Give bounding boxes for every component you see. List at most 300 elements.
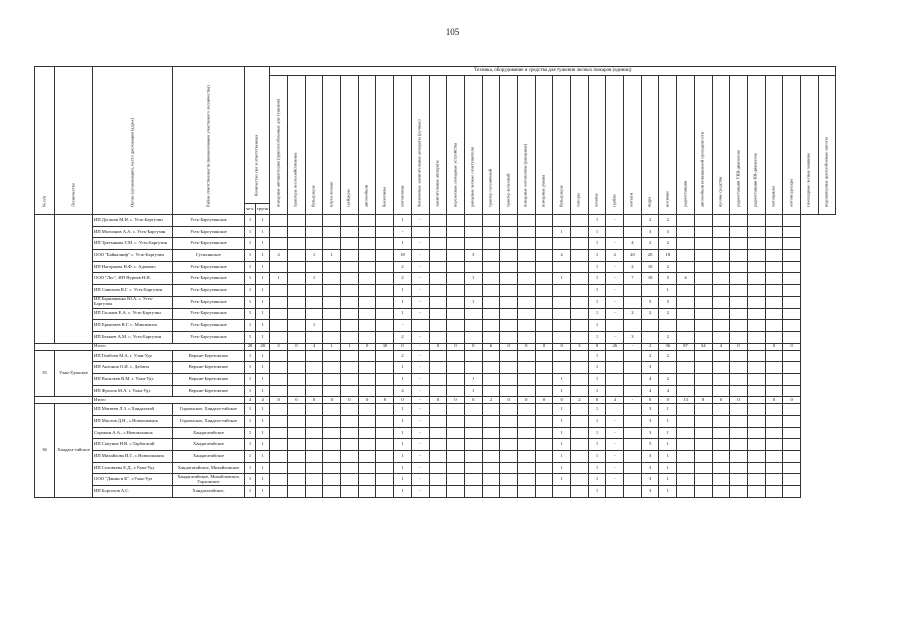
row-value: 5 <box>659 296 677 308</box>
row-value <box>712 215 730 227</box>
row-value <box>270 226 288 238</box>
total-value: 30 <box>376 343 394 350</box>
row-value <box>270 331 288 343</box>
row-value <box>677 226 695 238</box>
row-value <box>783 362 801 374</box>
row-value <box>677 250 695 262</box>
row-value <box>270 486 288 498</box>
row-value <box>376 486 394 498</box>
total-value: 0 <box>464 397 482 404</box>
row-value <box>765 331 783 343</box>
row-value <box>535 320 553 332</box>
row-value <box>553 261 571 273</box>
row-organization: ИП Нагорнова Н.Ф. с. Адамово <box>93 261 173 273</box>
row-value: 1 <box>659 451 677 463</box>
row-value: 1 <box>588 320 606 332</box>
header-equipment-1 <box>288 76 306 215</box>
row-value <box>571 451 589 463</box>
row-value <box>288 273 306 285</box>
row-organization: ИП Бекшев А.М. с. Усть-Баргузин <box>93 331 173 343</box>
total-value: 4 <box>606 397 624 404</box>
row-value <box>429 462 447 474</box>
row-area: Горхонское, Хандага-тайское <box>173 416 245 428</box>
row-value <box>288 451 306 463</box>
table-row <box>35 486 836 498</box>
row-value <box>288 427 306 439</box>
row-value <box>288 373 306 385</box>
row-value <box>376 474 394 486</box>
header-equipment-28-text: мотоциклы <box>770 186 776 208</box>
header-equipment-0-text: пожарные автоцистерны (приспособленные для тушения) <box>275 99 281 208</box>
table-row <box>35 320 836 332</box>
row-value <box>376 273 394 285</box>
total-value: 8 <box>376 397 394 404</box>
row-value <box>517 427 535 439</box>
row-value <box>323 385 341 397</box>
row-value <box>783 331 801 343</box>
row-value: - <box>411 385 429 397</box>
row-value <box>694 416 712 428</box>
row-value: 1 <box>553 462 571 474</box>
row-value <box>677 215 695 227</box>
row-value <box>712 296 730 308</box>
row-value <box>323 404 341 416</box>
row-value <box>730 250 748 262</box>
row-value <box>305 226 323 238</box>
row-value: 2 <box>394 261 412 273</box>
row-value: 1 <box>256 439 270 451</box>
row-value <box>447 474 465 486</box>
total-value: 0 <box>517 397 535 404</box>
header-equipment-24 <box>694 76 712 215</box>
row-value <box>464 462 482 474</box>
total-value: 1 <box>323 343 341 350</box>
row-value: 1 <box>256 273 270 285</box>
row-value: 1 <box>245 474 256 486</box>
row-value <box>500 350 518 362</box>
row-value: 1 <box>245 451 256 463</box>
row-value <box>323 320 341 332</box>
row-value <box>747 373 765 385</box>
row-value <box>447 427 465 439</box>
row-value <box>429 373 447 385</box>
row-value <box>641 331 659 343</box>
row-value: 4 <box>677 273 695 285</box>
row-value <box>783 250 801 262</box>
row-value <box>783 404 801 416</box>
row-value <box>571 416 589 428</box>
total-spacer <box>35 343 93 350</box>
row-value <box>624 373 642 385</box>
row-value <box>606 350 624 362</box>
row-value <box>323 308 341 320</box>
header-equipment-12 <box>482 76 500 215</box>
row-value <box>747 451 765 463</box>
row-value <box>305 462 323 474</box>
row-value <box>323 373 341 385</box>
row-value <box>730 273 748 285</box>
row-value <box>694 308 712 320</box>
row-value: 1 <box>588 215 606 227</box>
row-value <box>341 273 359 285</box>
row-value <box>500 296 518 308</box>
total-value: 4 <box>245 397 256 404</box>
row-value <box>517 226 535 238</box>
row-value <box>747 331 765 343</box>
row-value <box>535 373 553 385</box>
row-value: 1 <box>245 320 256 332</box>
row-value <box>447 373 465 385</box>
row-value <box>765 373 783 385</box>
row-value: 1 <box>553 451 571 463</box>
row-value <box>270 373 288 385</box>
total-value: 1 <box>341 343 359 350</box>
row-value: 1 <box>256 226 270 238</box>
row-area: Верхне-Березовское <box>173 362 245 374</box>
row-value <box>270 416 288 428</box>
row-value <box>500 250 518 262</box>
row-value <box>571 238 589 250</box>
row-value: 1 <box>245 215 256 227</box>
row-value <box>429 261 447 273</box>
row-value <box>464 350 482 362</box>
row-value <box>517 462 535 474</box>
total-value: 4 <box>305 343 323 350</box>
row-area: Верхне-Березовское <box>173 350 245 362</box>
row-area: Верхне-Березовское <box>173 373 245 385</box>
row-value: 2 <box>394 350 412 362</box>
row-value <box>517 474 535 486</box>
row-value: 1 <box>256 462 270 474</box>
row-value: 1 <box>553 416 571 428</box>
row-organization: ИП Маслов Д.Н., с.Новоильинск <box>93 416 173 428</box>
row-value <box>500 404 518 416</box>
row-value <box>376 226 394 238</box>
row-value <box>288 250 306 262</box>
header-equipment-23 <box>677 76 695 215</box>
row-value: 4 <box>641 373 659 385</box>
row-value <box>341 320 359 332</box>
row-value: - <box>411 261 429 273</box>
row-value: - <box>606 331 624 343</box>
row-value <box>535 226 553 238</box>
header-equipment-18-text: лопаты <box>593 193 599 208</box>
row-value <box>535 350 553 362</box>
row-value: 20 <box>624 250 642 262</box>
row-value <box>624 416 642 428</box>
row-area: Усть-Баргузинское <box>173 261 245 273</box>
total-value: 0 <box>358 343 376 350</box>
row-value: - <box>411 362 429 374</box>
table-row <box>35 462 836 474</box>
row-value: 1 <box>464 273 482 285</box>
total-value: 0 <box>730 343 748 350</box>
row-value <box>270 427 288 439</box>
row-value <box>323 331 341 343</box>
row-value <box>376 296 394 308</box>
total-value: 0 <box>641 397 659 404</box>
row-value: 1 <box>588 285 606 297</box>
header-people <box>245 67 270 204</box>
row-value <box>765 308 783 320</box>
row-value <box>712 427 730 439</box>
row-value <box>783 285 801 297</box>
row-organization: ИП Матвеев Л.З. с.Хандагатай <box>93 404 173 416</box>
row-value <box>323 261 341 273</box>
row-value <box>270 238 288 250</box>
table-row <box>35 250 836 262</box>
row-value: 18 <box>659 250 677 262</box>
total-value: 0 <box>429 397 447 404</box>
row-value <box>765 273 783 285</box>
row-value <box>624 427 642 439</box>
row-value <box>765 238 783 250</box>
section-district: Улан-Удэнское <box>55 350 93 397</box>
row-area: Усть-Баргузинское <box>173 273 245 285</box>
row-value: 1 <box>588 362 606 374</box>
row-value <box>482 331 500 343</box>
row-value <box>482 320 500 332</box>
row-value <box>482 261 500 273</box>
row-value <box>305 296 323 308</box>
row-value <box>341 462 359 474</box>
total-value: - <box>624 343 642 350</box>
row-value: 1 <box>464 385 482 397</box>
section-district: Хандага-тайское <box>55 404 93 498</box>
row-value <box>677 474 695 486</box>
row-value <box>411 226 429 238</box>
row-value: 3 <box>641 427 659 439</box>
header-equipment-7 <box>394 76 412 215</box>
row-value <box>305 385 323 397</box>
header-number-text: № п/п <box>41 196 47 208</box>
row-value <box>429 486 447 498</box>
header-equipment-6-text: бензопилы <box>381 187 387 208</box>
row-value <box>500 462 518 474</box>
row-value <box>429 296 447 308</box>
total-value: - <box>624 397 642 404</box>
row-value <box>677 331 695 343</box>
row-value: 18 <box>394 250 412 262</box>
header-equipment-4 <box>341 76 359 215</box>
row-value <box>747 308 765 320</box>
row-value: - <box>411 416 429 428</box>
row-organization: ИП Ермолаев В.Г. с. Максимиха <box>93 320 173 332</box>
row-value: 1 <box>394 474 412 486</box>
row-value <box>517 486 535 498</box>
row-value <box>783 308 801 320</box>
row-value <box>500 273 518 285</box>
row-value <box>464 215 482 227</box>
total-value: 0 <box>358 397 376 404</box>
section-district <box>55 215 93 344</box>
row-value <box>482 238 500 250</box>
row-value: 3 <box>641 416 659 428</box>
row-value: 1 <box>256 362 270 374</box>
total-value: 4 <box>712 343 730 350</box>
row-value <box>641 285 659 297</box>
row-value <box>712 362 730 374</box>
header-equipment-8-text: бензиновые зажигательные аппараты (ручные) <box>416 119 422 208</box>
row-value <box>517 238 535 250</box>
row-organization: ИП Васильев В.М. г. Улан-Удэ <box>93 373 173 385</box>
row-value <box>482 427 500 439</box>
row-value <box>747 250 765 262</box>
row-value <box>624 462 642 474</box>
row-value <box>341 439 359 451</box>
row-value: 1 <box>245 285 256 297</box>
row-value <box>535 404 553 416</box>
row-value <box>270 285 288 297</box>
row-value <box>535 451 553 463</box>
row-value <box>730 486 748 498</box>
row-value: 1 <box>553 373 571 385</box>
row-value <box>517 373 535 385</box>
equipment-table-sheet <box>34 66 836 498</box>
total-label: Итого <box>93 397 245 404</box>
header-equipment-22 <box>659 76 677 215</box>
row-value <box>270 404 288 416</box>
row-value <box>429 308 447 320</box>
header-people-sub-0: чел. <box>245 204 256 215</box>
header-people-text: Количество сил и ответственных <box>253 134 259 197</box>
row-organization: ИП Бармашенко Ю.А. с. Усть-Баргузин <box>93 296 173 308</box>
row-value: 3 <box>641 362 659 374</box>
row-value <box>571 320 589 332</box>
row-value <box>730 226 748 238</box>
row-value: 1 <box>245 273 256 285</box>
row-value <box>535 439 553 451</box>
header-equipment-27-text: радиостанции КВ-диапазона <box>752 153 758 208</box>
row-value <box>358 273 376 285</box>
total-value: 0 <box>500 343 518 350</box>
row-value <box>429 451 447 463</box>
row-value: 1 <box>659 486 677 498</box>
row-value <box>765 226 783 238</box>
total-value: 0 <box>288 397 306 404</box>
row-value: 1 <box>659 285 677 297</box>
row-value <box>606 404 624 416</box>
row-value <box>358 215 376 227</box>
row-value: 1 <box>270 273 288 285</box>
row-value <box>553 215 571 227</box>
row-value: 2 <box>659 350 677 362</box>
table-row <box>35 373 836 385</box>
row-value: 1 <box>256 416 270 428</box>
row-value <box>464 427 482 439</box>
row-value <box>270 308 288 320</box>
row-value: 4 <box>624 238 642 250</box>
row-value: 1 <box>588 226 606 238</box>
row-value: 1 <box>394 439 412 451</box>
row-area: Хандагатайское <box>173 427 245 439</box>
row-value: 1 <box>588 250 606 262</box>
total-value: 0 <box>464 343 482 350</box>
row-value <box>500 385 518 397</box>
row-value <box>429 404 447 416</box>
row-value <box>694 273 712 285</box>
row-value <box>341 331 359 343</box>
row-value <box>694 427 712 439</box>
row-value <box>358 451 376 463</box>
row-area: Усть-Баргузинское <box>173 226 245 238</box>
row-value <box>747 273 765 285</box>
row-value <box>730 308 748 320</box>
row-value <box>288 238 306 250</box>
row-value <box>323 285 341 297</box>
row-value <box>429 474 447 486</box>
row-value <box>553 362 571 374</box>
row-value: 3 <box>659 226 677 238</box>
row-value <box>323 474 341 486</box>
row-value: - <box>411 404 429 416</box>
row-value <box>323 273 341 285</box>
row-value: 2 <box>624 308 642 320</box>
row-value <box>677 416 695 428</box>
header-equipment-4-text: грейдеры <box>346 189 352 208</box>
row-value <box>535 215 553 227</box>
header-equipment-13-text: трактор колесный <box>505 173 511 208</box>
row-area: Хандагатайское, <box>173 486 245 498</box>
row-value: 1 <box>553 385 571 397</box>
row-value <box>606 320 624 332</box>
row-value <box>624 320 642 332</box>
header-district <box>55 67 93 215</box>
row-value: 4 <box>394 385 412 397</box>
row-value: 1 <box>553 439 571 451</box>
row-value <box>553 331 571 343</box>
row-value <box>305 439 323 451</box>
row-value: 3 <box>464 250 482 262</box>
row-value: - <box>411 238 429 250</box>
row-value: 1 <box>659 474 677 486</box>
row-value <box>517 416 535 428</box>
row-value <box>482 350 500 362</box>
row-value: 1 <box>588 238 606 250</box>
total-value: 0 <box>783 397 801 404</box>
row-value <box>270 439 288 451</box>
row-value: 1 <box>588 373 606 385</box>
row-value <box>464 362 482 374</box>
row-value <box>694 439 712 451</box>
row-value <box>270 462 288 474</box>
row-value <box>765 350 783 362</box>
row-value <box>376 404 394 416</box>
row-value <box>358 261 376 273</box>
header-equipment-10-text: переносные пожарные устройства <box>452 143 458 208</box>
row-value <box>765 362 783 374</box>
row-value <box>747 238 765 250</box>
row-value <box>341 226 359 238</box>
row-value: 1 <box>464 296 482 308</box>
row-value <box>571 273 589 285</box>
row-value: 3 <box>641 474 659 486</box>
row-area: Усть-Баргузинское <box>173 238 245 250</box>
row-value <box>677 385 695 397</box>
row-value <box>500 416 518 428</box>
row-value <box>553 308 571 320</box>
row-value <box>677 261 695 273</box>
row-value <box>677 238 695 250</box>
total-value: 28 <box>256 343 270 350</box>
row-value: 1 <box>394 373 412 385</box>
row-value <box>358 320 376 332</box>
row-value <box>270 215 288 227</box>
row-value <box>305 350 323 362</box>
row-value <box>747 215 765 227</box>
row-organization: ООО "Данин и К", г.Улан-Удэ <box>93 474 173 486</box>
row-value: 10 <box>641 273 659 285</box>
